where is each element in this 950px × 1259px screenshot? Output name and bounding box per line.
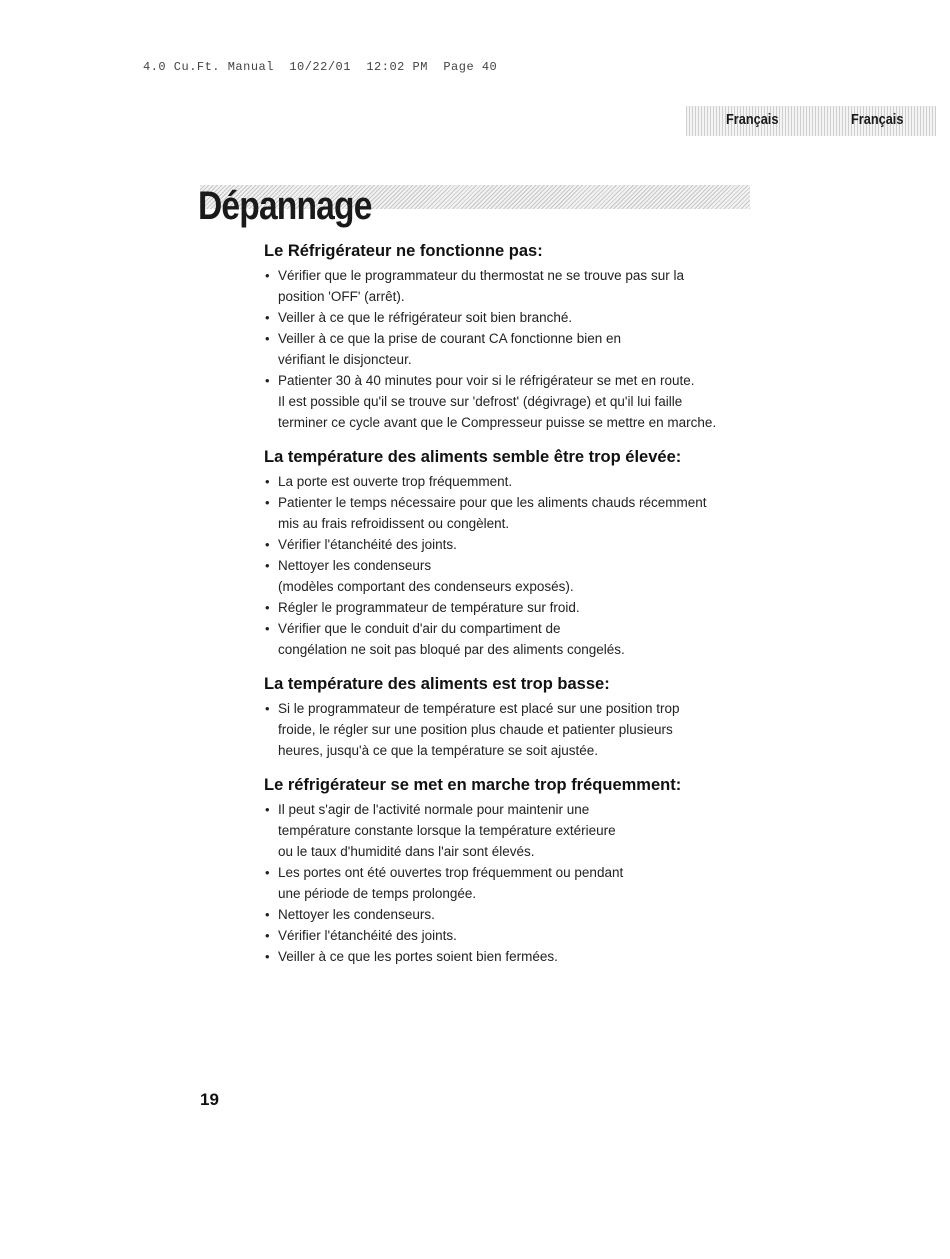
section-not-working — [264, 240, 784, 433]
print-header: 4.0 Cu.Ft. Manual 10/22/01 12:02 PM Page 40 — [143, 60, 498, 74]
list-item: • Vérifier que le programmateur du thermostat ne se trouve pas sur la position 'OFF' (arrêt). — [264, 265, 784, 307]
section-too-cold — [264, 673, 784, 761]
list-item: • Patienter 30 à 40 minutes pour voir si le réfrigérateur se met en route. Il est possible qu'il se trouve sur 'defrost' (dégivrage) et qu'il lui faille terminer ce cycle avant que le Compresseur puisse se mettre en marche. — [264, 370, 784, 433]
list-item: • Vérifier que le conduit d'air du compartiment de congélation ne soit pas bloqué par des aliments congelés. — [264, 618, 784, 660]
list-item: • Régler le programmateur de température sur froid. — [264, 597, 784, 618]
list-item: • Les portes ont été ouvertes trop fréquemment ou pendant une période de temps prolongée. — [264, 862, 784, 904]
list-item: • Veiller à ce que le réfrigérateur soit bien branché. — [264, 307, 784, 328]
list-item: • Veiller à ce que les portes soient bien fermées. — [264, 946, 784, 967]
list-item: • Veiller à ce que la prise de courant CA fonctionne bien en vérifiant le disjoncteur. — [264, 328, 784, 370]
troubleshooting-content — [264, 240, 784, 980]
bullet-list — [264, 471, 784, 660]
bullet-list — [264, 265, 784, 433]
section-runs-too-often — [264, 774, 784, 967]
section-heading: La température des aliments semble être trop élevée: — [264, 448, 682, 466]
section-heading: Le réfrigérateur se met en marche trop fréquemment: — [264, 776, 682, 794]
section-heading: La température des aliments est trop basse: — [264, 675, 610, 693]
list-item: • Patienter le temps nécessaire pour que les aliments chauds récemment mis au frais refroidissent ou congèlent. — [264, 492, 784, 534]
list-item: • Il peut s'agir de l'activité normale pour maintenir une température constante lorsque la température extérieure ou le taux d'humidité dans l'air sont élevés. — [264, 799, 784, 862]
section-too-warm — [264, 446, 784, 660]
bullet-list — [264, 698, 784, 761]
list-item: • Vérifier l'étanchéité des joints. — [264, 925, 784, 946]
language-label: Français — [726, 111, 779, 128]
list-item: • Nettoyer les condenseurs. — [264, 904, 784, 925]
page-title: Dépannage — [198, 184, 372, 228]
list-item: • La porte est ouverte trop fréquemment. — [264, 471, 784, 492]
list-item: • Si le programmateur de température est placé sur une position trop froide, le régler sur une position plus chaude et patienter plusieurs heures, jusqu'à ce que la température se soit ajustée. — [264, 698, 784, 761]
page-number: 19 — [200, 1090, 219, 1109]
language-label: Français — [851, 111, 904, 128]
language-banner — [686, 106, 936, 136]
section-heading: Le Réfrigérateur ne fonctionne pas: — [264, 242, 543, 260]
list-item: • Nettoyer les condenseurs (modèles comportant des condenseurs exposés). — [264, 555, 784, 597]
list-item: • Vérifier l'étanchéité des joints. — [264, 534, 784, 555]
bullet-list — [264, 799, 784, 967]
